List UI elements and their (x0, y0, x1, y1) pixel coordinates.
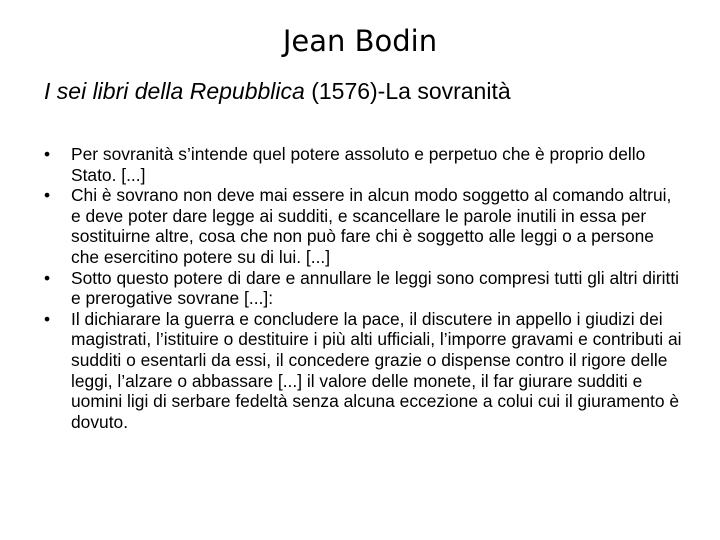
bullet-marker: • (44, 144, 51, 164)
bullet-marker: • (44, 185, 51, 206)
bullet-marker: • (44, 308, 51, 329)
subtitle-work-title: I sei libri della Repubblica (44, 78, 305, 104)
bullet-text: Chi è sovrano non deve mai essere in alcun modo soggetto al comando altrui, e deve poter dare legge ai sudditi, e scancellare le parole inutili in essa per sostituirne altre, cosa che non può fare chi è soggetto alle leggi o a persone che esercitino potere su di lui. [...] (71, 185, 672, 267)
subtitle-date-topic: (1576)-La sovranità (304, 78, 511, 104)
bullet-item-2 (44, 185, 684, 267)
bullet-item-3 (44, 268, 684, 309)
bullet-item-1 (44, 144, 684, 185)
bullet-text: Il dichiarare la guerra e concludere la pace, il discutere in appello i giudizi dei magistrati, l’istituire o destituire i più alti ufficiali, l’imporre gravami e contributi ai sudditi o esentarli da essi, il concedere grazie o dispense contro il rigore delle leggi, l’alzare o abbassare [...] il valore delle monete, il far giurare sudditi e uomini ligi di serbare fedeltà senza alcuna eccezione a colui cui il giuramento è dovuto. (71, 308, 682, 432)
slide-subtitle (44, 76, 704, 106)
bullet-item-4 (44, 309, 684, 433)
bullet-text: Sotto questo potere di dare e annullare le leggi sono compresi tutti gli altri diritti e prerogative sovrane [...]: (71, 267, 680, 309)
bullet-list (44, 144, 684, 432)
bullet-marker: • (44, 267, 51, 288)
bullet-text: Per sovranità s’intende quel potere assoluto e perpetuo che è proprio dello Stato. [...] (71, 144, 646, 185)
slide-title: Jean Bodin (282, 24, 438, 58)
